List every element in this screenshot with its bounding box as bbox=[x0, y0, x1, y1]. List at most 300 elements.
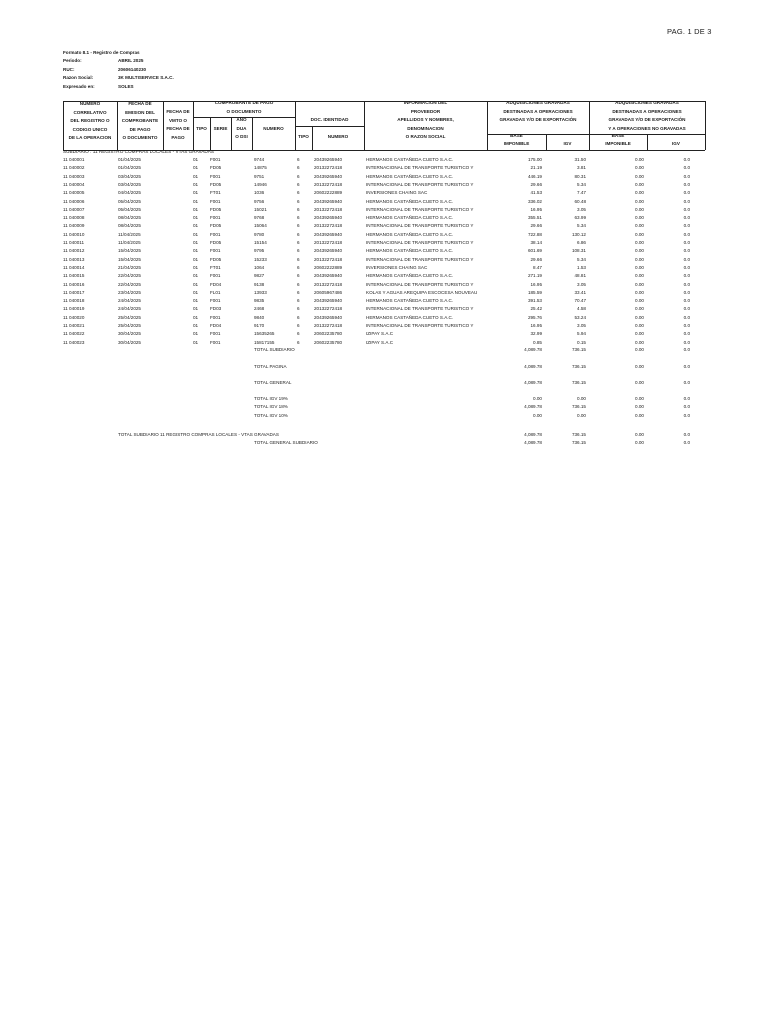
header-numero bbox=[63, 100, 117, 143]
report-meta bbox=[63, 49, 174, 91]
cell-tipo: 01 bbox=[193, 256, 199, 262]
cell-doc-numero: 20132272418 bbox=[314, 223, 343, 229]
cell-doc-tipo: 6 bbox=[297, 281, 300, 287]
cell-igv-2: 0.0 bbox=[683, 314, 690, 320]
cell-razon-social: HERMANOS CASTAÑEDA CUETO S.A.C. bbox=[366, 231, 454, 237]
header-anio-line: O DSI bbox=[235, 134, 248, 140]
header-adq-gravadas bbox=[487, 99, 589, 125]
header-proveedor bbox=[364, 99, 487, 116]
cell-doc-numero: 20439265940 bbox=[314, 157, 343, 162]
final-total-cell-igv-2: 0.0 bbox=[683, 432, 690, 437]
cell-razon-social: INTERNACIONAL DE TRANSPORTE TURISTICO Y bbox=[366, 240, 474, 245]
cell-serie: F001 bbox=[210, 231, 221, 237]
cell-base-1: 391.53 bbox=[527, 298, 542, 304]
cell-fecha: 24/04/2025 bbox=[118, 298, 141, 304]
cell-base-1: 601.69 bbox=[527, 248, 542, 254]
header-base-2 bbox=[589, 132, 647, 148]
cell-doc-tipo: 6 bbox=[297, 289, 300, 295]
cell-base-2: 0.00 bbox=[635, 206, 644, 212]
header-anio-line: DUA bbox=[236, 125, 247, 131]
cell-correlativo: 11 040008 bbox=[63, 215, 85, 221]
header-comprobante-line: O DOCUMENTO bbox=[226, 108, 262, 114]
cell-igv-2: 0.0 bbox=[683, 206, 690, 212]
cell-correlativo: 11 040018 bbox=[63, 298, 85, 304]
cell-base-1: 29.66 bbox=[530, 223, 542, 229]
cell-correlativo: 11 040022 bbox=[63, 331, 85, 337]
header-comprobante bbox=[193, 99, 295, 116]
cell-tipo: 01 bbox=[193, 306, 199, 312]
cell-tipo: 01 bbox=[193, 181, 199, 187]
cell-tipo: 01 bbox=[193, 331, 199, 337]
cell-correlativo: 11 040006 bbox=[63, 198, 85, 204]
cell-base-1: 16.95 bbox=[530, 323, 542, 328]
cell-base-1: 355.51 bbox=[527, 215, 542, 221]
cell-igv-2: 0.0 bbox=[683, 248, 690, 254]
header-base-1 bbox=[487, 132, 546, 148]
cell-base-2: 0.00 bbox=[635, 215, 644, 221]
cell-correlativo: 11 040015 bbox=[63, 273, 85, 279]
cell-doc-numero: 20602222889 bbox=[314, 190, 343, 196]
cell-fecha: 11/04/2025 bbox=[118, 231, 141, 237]
cell-numero: 14946 bbox=[254, 181, 267, 187]
meta-format-label: Formato 8.1 - Registro de Compras bbox=[63, 50, 140, 55]
cell-numero: 9780 bbox=[254, 231, 265, 237]
cell-serie: F001 bbox=[210, 314, 221, 320]
cell-igv-1: 108.31 bbox=[571, 248, 586, 254]
meta-expresado bbox=[63, 83, 174, 91]
cell-base-2: 0.00 bbox=[635, 173, 644, 179]
header-serie: SERIE bbox=[213, 126, 228, 131]
cell-numero: 15635265 bbox=[254, 331, 275, 337]
cell-fecha: 25/04/2025 bbox=[118, 323, 141, 328]
header-numero-line: DEL REGISTRO O bbox=[70, 118, 110, 124]
cell-doc-numero: 20439265940 bbox=[314, 298, 343, 304]
cell-base-1: 38.14 bbox=[530, 240, 542, 245]
cell-igv-2: 0.0 bbox=[683, 198, 690, 204]
cell-fecha: 03/04/2025 bbox=[118, 173, 141, 179]
cell-serie: FT01 bbox=[210, 190, 221, 196]
header-comprobante-line: COMPROBANTE DE PAGO bbox=[214, 100, 274, 105]
cell-base-2: 0.00 bbox=[635, 289, 644, 295]
header-fecha-emision bbox=[117, 100, 163, 143]
meta-format bbox=[63, 49, 174, 57]
cell-base-1: 446.19 bbox=[527, 173, 542, 179]
cell-tipo: 01 bbox=[193, 173, 199, 179]
cell-igv-2: 0.0 bbox=[683, 281, 690, 287]
cell-numero: 15021 bbox=[254, 206, 267, 212]
cell-tipo: 01 bbox=[193, 289, 199, 295]
cell-igv-2: 0.0 bbox=[683, 264, 690, 270]
total-cell-igv-1: 736.15 bbox=[571, 404, 586, 409]
header-adq2-line: Y A OPERACIONES NO GRAVADAS bbox=[608, 125, 686, 131]
cell-fecha: 21/04/2025 bbox=[118, 264, 141, 270]
total-cell-igv-2: 0.0 bbox=[683, 380, 690, 385]
cell-igv-2: 0.0 bbox=[683, 165, 690, 171]
cell-igv-2: 0.0 bbox=[683, 273, 690, 279]
cell-base-2: 0.00 bbox=[635, 248, 644, 254]
cell-doc-numero: 20439265940 bbox=[314, 231, 343, 237]
cell-razon-social: HERMANOS CASTAÑEDA CUETO S.A.C. bbox=[366, 248, 454, 254]
cell-serie: F001 bbox=[210, 215, 221, 221]
header-adq1-line: DESTINADAS A OPERACIONES bbox=[503, 108, 573, 114]
total-cell-igv-1: 736.15 bbox=[571, 380, 586, 385]
cell-numero: 9827 bbox=[254, 273, 265, 279]
cell-igv-1: 3.81 bbox=[577, 165, 586, 171]
cell-numero: 9138 bbox=[254, 281, 265, 287]
cell-base-2: 0.00 bbox=[635, 323, 644, 328]
cell-correlativo: 11 040013 bbox=[63, 256, 85, 262]
cell-base-2: 0.00 bbox=[635, 190, 644, 196]
total-label: TOTAL IGV 18% bbox=[254, 404, 288, 409]
cell-numero: 9795 bbox=[254, 248, 265, 254]
cell-base-2: 0.00 bbox=[635, 273, 644, 279]
cell-tipo: 01 bbox=[193, 264, 199, 270]
total-cell-igv-1: 736.15 bbox=[571, 364, 586, 369]
cell-base-1: 16.95 bbox=[530, 281, 542, 287]
cell-igv-1: 33.41 bbox=[574, 289, 586, 295]
cell-igv-2: 0.0 bbox=[683, 256, 690, 262]
cell-correlativo: 11 040017 bbox=[63, 289, 85, 295]
cell-doc-tipo: 6 bbox=[297, 165, 300, 171]
cell-igv-2: 0.0 bbox=[683, 306, 690, 312]
cell-correlativo: 11 040019 bbox=[63, 306, 85, 312]
total-cell-base-1: 4,089.78 bbox=[524, 347, 542, 352]
header-fecha-emision-line: DE PAGO bbox=[129, 126, 151, 132]
cell-tipo: 01 bbox=[193, 157, 199, 162]
cell-igv-1: 130.12 bbox=[571, 231, 586, 237]
cell-razon-social: INTERNACIONAL DE TRANSPORTE TURISTICO Y bbox=[366, 256, 474, 262]
header-fecha-emision-line: EMISION DEL bbox=[125, 109, 155, 115]
cell-numero: 9768 bbox=[254, 215, 265, 221]
cell-serie: FD05 bbox=[210, 206, 222, 212]
total-cell-base-2: 0.00 bbox=[635, 364, 644, 369]
header-anio-dua bbox=[231, 116, 252, 142]
cell-serie: F001 bbox=[210, 273, 221, 279]
cell-razon-social: KOLAS Y AGUAS AREQUIPA ESCOCESA NOUVEAU bbox=[366, 289, 478, 295]
cell-fecha: 01/04/2025 bbox=[118, 157, 141, 162]
cell-doc-tipo: 6 bbox=[297, 173, 300, 179]
cell-correlativo: 11 040009 bbox=[63, 223, 85, 229]
cell-razon-social: HERMANOS CASTAÑEDA CUETO S.A.C. bbox=[366, 173, 454, 179]
header-fecha-vcto-line: FECHA DE bbox=[166, 109, 190, 114]
cell-numero: 1036 bbox=[254, 190, 265, 196]
header-fecha-emision-line: O DOCUMENTO bbox=[122, 135, 158, 141]
cell-razon-social: INTERNACIONAL DE TRANSPORTE TURISTICO Y bbox=[366, 165, 474, 171]
cell-correlativo: 11 040020 bbox=[63, 314, 85, 320]
cell-tipo: 01 bbox=[193, 215, 199, 221]
cell-doc-numero: 20132272418 bbox=[314, 281, 343, 287]
cell-fecha: 23/04/2025 bbox=[118, 289, 141, 295]
cell-base-1: 271.19 bbox=[527, 273, 542, 279]
cell-razon-social: HERMANOS CASTAÑEDA CUETO S.A.C. bbox=[366, 273, 454, 279]
header-base-line: BASE bbox=[611, 133, 625, 138]
header-numero-cp: NUMERO bbox=[263, 126, 284, 131]
cell-razon-social: HERMANOS CASTAÑEDA CUETO S.A.C. bbox=[366, 198, 454, 204]
total-cell-base-2: 0.00 bbox=[635, 380, 644, 385]
cell-serie: FD05 bbox=[210, 165, 222, 171]
cell-igv-1: 3.05 bbox=[577, 323, 586, 328]
cell-igv-1: 3.05 bbox=[577, 206, 586, 212]
cell-doc-tipo: 6 bbox=[297, 215, 300, 221]
cell-igv-2: 0.0 bbox=[683, 157, 690, 162]
cell-base-1: 29.66 bbox=[530, 181, 542, 187]
cell-fecha: 30/04/2025 bbox=[118, 339, 141, 345]
cell-fecha: 22/04/2025 bbox=[118, 281, 141, 287]
cell-razon-social: INTERNACIONAL DE TRANSPORTE TURISTICO Y bbox=[366, 223, 474, 229]
cell-tipo: 01 bbox=[193, 240, 199, 245]
cell-igv-1: 80.31 bbox=[574, 173, 586, 179]
cell-base-2: 0.00 bbox=[635, 165, 644, 171]
cell-numero: 15233 bbox=[254, 256, 267, 262]
cell-correlativo: 11 040001 bbox=[63, 157, 85, 162]
cell-doc-tipo: 6 bbox=[297, 264, 300, 270]
cell-razon-social: IZIPAY S.A.C bbox=[366, 331, 394, 337]
cell-doc-tipo: 6 bbox=[297, 339, 300, 345]
header-fecha-vcto-line: PAGO bbox=[171, 134, 185, 140]
meta-period-value: ABRIL 2025 bbox=[118, 58, 144, 64]
cell-doc-numero: 20132272418 bbox=[314, 323, 343, 328]
cell-numero: 9840 bbox=[254, 314, 265, 320]
page-number: PAG. 1 DE 3 bbox=[667, 27, 712, 36]
final-total-cell-igv-1: 736.15 bbox=[571, 432, 586, 437]
cell-doc-numero: 20602222889 bbox=[314, 264, 343, 270]
cell-igv-2: 0.0 bbox=[683, 339, 690, 345]
cell-igv-1: 7.47 bbox=[577, 190, 586, 196]
cell-razon-social: INVERSIONES CHAING SAC bbox=[366, 190, 428, 196]
cell-serie: FD05 bbox=[210, 256, 222, 262]
cell-base-1: 41.53 bbox=[530, 190, 542, 196]
header-fecha-vcto-line: VMTO O bbox=[168, 117, 188, 123]
cell-serie: F001 bbox=[210, 298, 221, 304]
cell-doc-tipo: 6 bbox=[297, 323, 300, 328]
cell-serie: FD03 bbox=[210, 306, 222, 312]
header-doc-identidad: DOC. IDENTIDAD bbox=[310, 117, 349, 122]
header-adq1-line: ADQUISICIONES GRAVADAS bbox=[506, 100, 570, 105]
cell-correlativo: 11 040021 bbox=[63, 323, 85, 328]
cell-fecha: 03/04/2025 bbox=[118, 181, 141, 187]
total-cell-igv-1: 0.00 bbox=[577, 413, 586, 418]
cell-doc-numero: 20132272418 bbox=[314, 165, 343, 171]
cell-base-1: 32.99 bbox=[530, 331, 542, 337]
cell-base-1: 175.00 bbox=[527, 157, 542, 162]
cell-fecha: 25/04/2025 bbox=[118, 314, 141, 320]
cell-base-2: 0.00 bbox=[635, 231, 644, 237]
cell-doc-numero: 20439265940 bbox=[314, 314, 343, 320]
cell-base-2: 0.00 bbox=[635, 306, 644, 312]
cell-numero: 9744 bbox=[254, 157, 265, 162]
cell-fecha: 05/04/2025 bbox=[118, 198, 141, 204]
cell-igv-1: 63.99 bbox=[574, 215, 586, 221]
header-proveedor-line: PROVEEDOR bbox=[410, 108, 441, 114]
total-label: TOTAL GENERAL bbox=[254, 380, 292, 385]
header-anio-line: AÑO bbox=[236, 117, 247, 122]
cell-igv-1: 0.15 bbox=[577, 339, 586, 345]
cell-razon-social: IZIPAY S.A.C bbox=[366, 339, 394, 345]
cell-fecha: 05/04/2025 bbox=[118, 206, 141, 212]
cell-doc-numero: 20132272418 bbox=[314, 240, 343, 245]
header-base-line: IMPONIBLE bbox=[503, 141, 530, 146]
meta-ruc-label: RUC: bbox=[63, 66, 75, 72]
meta-expresado-label: Expresado en: bbox=[63, 83, 95, 89]
cell-razon-social: INTERNACIONAL DE TRANSPORTE TURISTICO Y bbox=[366, 181, 474, 187]
cell-base-2: 0.00 bbox=[635, 314, 644, 320]
cell-fecha: 11/04/2025 bbox=[118, 240, 141, 245]
cell-base-1: 722.88 bbox=[527, 231, 542, 237]
final-total-label: TOTAL GENERAL SUBDIARIO bbox=[254, 440, 318, 445]
header-fecha-vcto-line: FECHA DE bbox=[166, 126, 190, 132]
total-cell-base-2: 0.00 bbox=[635, 347, 644, 352]
cell-base-2: 0.00 bbox=[635, 240, 644, 245]
meta-ruc bbox=[63, 66, 174, 74]
cell-igv-2: 0.0 bbox=[683, 331, 690, 337]
cell-igv-2: 0.0 bbox=[683, 240, 690, 245]
cell-numero: 9756 bbox=[254, 198, 265, 204]
cell-base-2: 0.00 bbox=[635, 298, 644, 304]
cell-igv-1: 4.58 bbox=[577, 306, 586, 312]
cell-fecha: 30/04/2025 bbox=[118, 331, 141, 337]
header-razon-social bbox=[364, 116, 487, 142]
header-numero-line: NUMERO bbox=[79, 101, 101, 106]
cell-razon-social: HERMANOS CASTAÑEDA CUETO S.A.C. bbox=[366, 314, 454, 320]
total-label: TOTAL IGV 10% bbox=[254, 413, 288, 418]
header-base-line: BASE bbox=[510, 133, 523, 138]
cell-tipo: 01 bbox=[193, 314, 199, 320]
meta-expresado-value: SOLES bbox=[118, 83, 134, 89]
cell-correlativo: 11 040005 bbox=[63, 190, 85, 196]
cell-tipo: 01 bbox=[193, 190, 199, 196]
header-fecha-emision-line: FECHA DE bbox=[128, 101, 152, 106]
header-tipo: TIPO bbox=[196, 126, 207, 131]
cell-numero: 15154 bbox=[254, 240, 267, 245]
cell-base-1: 336.02 bbox=[527, 198, 542, 204]
cell-base-1: 185.59 bbox=[527, 289, 542, 295]
cell-correlativo: 11 040004 bbox=[63, 181, 85, 187]
header-fecha-vcto bbox=[163, 108, 193, 142]
header-razon-line: APELLIDOS Y NOMBRES, bbox=[397, 117, 454, 122]
cell-doc-tipo: 6 bbox=[297, 206, 300, 212]
total-cell-igv-2: 0.0 bbox=[683, 404, 690, 409]
final-total-label: TOTAL SUBDIARIO 11 REGISTRO COMPRAS LOCALES - VTAS GRAVADAS bbox=[118, 432, 279, 437]
cell-igv-2: 0.0 bbox=[683, 231, 690, 237]
cell-base-2: 0.00 bbox=[635, 331, 644, 337]
subdiario-title: SUBDIARIO : 11 REGISTRO COMPRAS LOCALES - VTAS GRAVADAS bbox=[63, 149, 214, 154]
cell-doc-numero: 20439265940 bbox=[314, 173, 343, 179]
cell-correlativo: 11 040002 bbox=[63, 165, 85, 171]
total-cell-igv-1: 736.15 bbox=[571, 347, 586, 352]
cell-serie: FD04 bbox=[210, 281, 222, 287]
cell-correlativo: 11 040003 bbox=[63, 173, 85, 179]
cell-base-1: 29.66 bbox=[530, 256, 542, 262]
cell-base-1: 25.42 bbox=[530, 306, 542, 312]
cell-fecha: 01/04/2025 bbox=[118, 165, 141, 171]
cell-igv-1: 6.86 bbox=[577, 240, 586, 245]
cell-correlativo: 11 040016 bbox=[63, 281, 85, 287]
cell-doc-tipo: 6 bbox=[297, 256, 300, 262]
total-cell-base-1: 4,089.78 bbox=[524, 380, 542, 385]
header-igv-2: IGV bbox=[672, 141, 680, 146]
cell-razon-social: HERMANOS CASTAÑEDA CUETO S.A.C. bbox=[366, 215, 454, 221]
cell-doc-tipo: 6 bbox=[297, 190, 300, 196]
cell-base-2: 0.00 bbox=[635, 157, 644, 162]
cell-fecha: 24/04/2025 bbox=[118, 306, 141, 312]
cell-igv-1: 5.94 bbox=[577, 331, 586, 337]
total-cell-base-2: 0.00 bbox=[635, 404, 644, 409]
header-fecha-emision-line: COMPROBANTE bbox=[121, 118, 159, 124]
cell-igv-1: 70.47 bbox=[574, 298, 586, 304]
cell-doc-tipo: 6 bbox=[297, 157, 300, 162]
cell-doc-numero: 20605967486 bbox=[314, 289, 343, 295]
total-cell-igv-2: 0.0 bbox=[683, 364, 690, 369]
total-cell-base-2: 0.00 bbox=[635, 413, 644, 418]
cell-serie: FD05 bbox=[210, 223, 222, 229]
cell-serie: F001 bbox=[210, 198, 221, 204]
cell-numero: 2468 bbox=[254, 306, 265, 312]
cell-doc-numero: 20439265940 bbox=[314, 273, 343, 279]
cell-base-2: 0.00 bbox=[635, 256, 644, 262]
total-cell-igv-2: 0.0 bbox=[683, 347, 690, 352]
cell-igv-1: 5.34 bbox=[577, 256, 586, 262]
cell-serie: F001 bbox=[210, 173, 221, 179]
cell-doc-tipo: 6 bbox=[297, 240, 300, 245]
header-adq2-line: GRAVADAS Y/O DE EXPORTACIÓN bbox=[608, 117, 686, 123]
cell-doc-numero: 20132272418 bbox=[314, 306, 343, 312]
cell-fecha: 15/04/2025 bbox=[118, 256, 141, 262]
cell-igv-1: 1.53 bbox=[577, 264, 586, 270]
cell-numero: 15064 bbox=[254, 223, 267, 229]
cell-igv-2: 0.0 bbox=[683, 323, 690, 328]
cell-tipo: 01 bbox=[193, 231, 199, 237]
cell-fecha: 08/04/2025 bbox=[118, 223, 141, 229]
cell-igv-1: 60.48 bbox=[574, 198, 586, 204]
header-adq-no-gravadas bbox=[589, 99, 705, 133]
cell-razon-social: INVERSIONES CHAING SAC bbox=[366, 264, 428, 270]
cell-doc-numero: 20132272418 bbox=[314, 181, 343, 187]
cell-doc-numero: 20602235780 bbox=[314, 339, 343, 345]
header-razon-line: DENOMINACION bbox=[407, 125, 444, 131]
meta-razon bbox=[63, 74, 174, 82]
meta-ruc-value: 20606140230 bbox=[118, 66, 147, 72]
total-cell-base-2: 0.00 bbox=[635, 396, 644, 401]
total-cell-base-1: 0.00 bbox=[533, 396, 542, 401]
header-adq1-line: GRAVADAS Y/O DE EXPORTACIÓN bbox=[499, 117, 577, 123]
cell-doc-tipo: 6 bbox=[297, 181, 300, 187]
cell-razon-social: HERMANOS CASTAÑEDA CUETO S.A.C. bbox=[366, 298, 454, 304]
total-label: TOTAL SUBDIARIO bbox=[254, 347, 295, 352]
cell-tipo: 01 bbox=[193, 281, 199, 287]
cell-base-2: 0.00 bbox=[635, 198, 644, 204]
cell-serie: FT01 bbox=[210, 264, 221, 270]
cell-base-1: 0.85 bbox=[533, 339, 542, 345]
cell-doc-tipo: 6 bbox=[297, 231, 300, 237]
final-total-cell-base-2: 0.00 bbox=[635, 440, 644, 445]
cell-doc-tipo: 6 bbox=[297, 314, 300, 320]
cell-tipo: 01 bbox=[193, 298, 199, 304]
header-doc-tipo: TIPO bbox=[298, 134, 309, 139]
total-cell-igv-2: 0.0 bbox=[683, 413, 690, 418]
cell-tipo: 01 bbox=[193, 273, 199, 279]
cell-numero: 15817155 bbox=[254, 339, 275, 345]
cell-doc-numero: 20439265940 bbox=[314, 198, 343, 204]
meta-razon-value: 3K MULTISERVICE S.A.C. bbox=[118, 75, 174, 81]
cell-tipo: 01 bbox=[193, 165, 199, 171]
cell-serie: F001 bbox=[210, 248, 221, 254]
cell-base-1: 21.19 bbox=[530, 165, 542, 171]
header-numero-line: CORRELATIVO bbox=[73, 109, 107, 115]
cell-igv-1: 3.05 bbox=[577, 281, 586, 287]
cell-fecha: 15/04/2025 bbox=[118, 248, 141, 254]
cell-fecha: 22/04/2025 bbox=[118, 273, 141, 279]
cell-doc-tipo: 6 bbox=[297, 306, 300, 312]
